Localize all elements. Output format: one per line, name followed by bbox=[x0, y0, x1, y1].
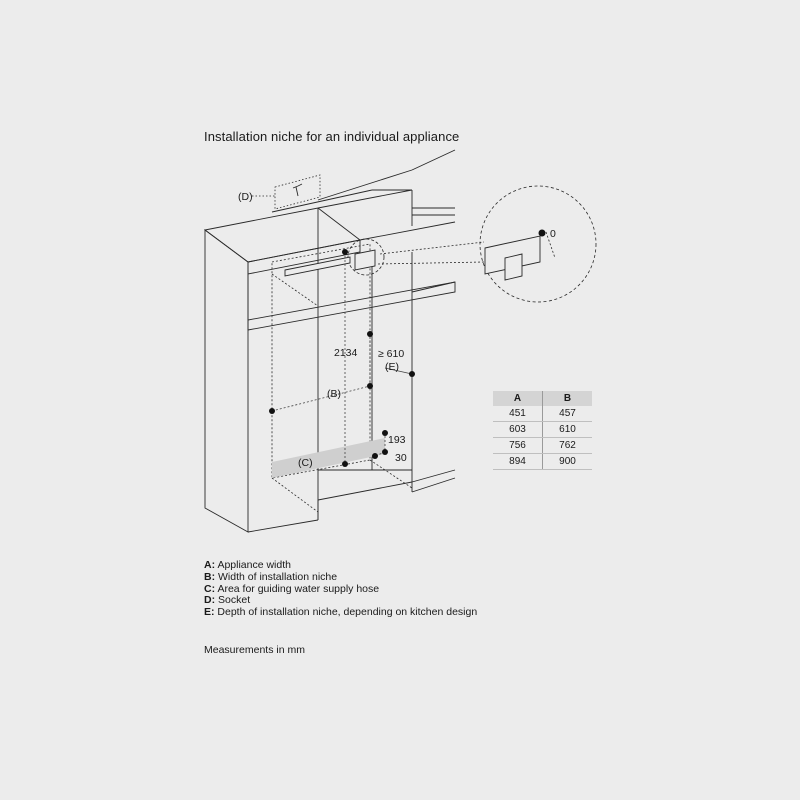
socket-symbol bbox=[293, 184, 302, 196]
table-cell: 610 bbox=[543, 422, 593, 438]
table-row bbox=[493, 438, 592, 454]
detail-point bbox=[539, 230, 546, 237]
callout-c: (C) bbox=[298, 457, 313, 469]
legend-item-a: A: Appliance width bbox=[204, 559, 291, 571]
page-title: Installation niche for an individual appliance bbox=[204, 129, 460, 144]
table-cell: 894 bbox=[493, 454, 543, 470]
table-row bbox=[493, 406, 592, 422]
callout-d: (D) bbox=[238, 191, 253, 203]
door-handle bbox=[285, 250, 375, 276]
table-cell: 756 bbox=[493, 438, 543, 454]
legend-item-b: B: Width of installation niche bbox=[204, 570, 338, 583]
table-row bbox=[493, 454, 592, 470]
hose-area bbox=[272, 438, 385, 478]
left-cabinet-side bbox=[205, 230, 248, 532]
legend bbox=[204, 560, 477, 619]
detail-zero-dimension: 0 bbox=[550, 228, 556, 240]
dimension-table bbox=[493, 391, 592, 470]
table-cell: 451 bbox=[493, 406, 543, 422]
dimension-lines bbox=[272, 252, 385, 464]
height-dimension: 2134 bbox=[334, 347, 358, 359]
detail-bracket bbox=[485, 236, 540, 280]
legend-item-c: C: Area for guiding water supply hose bbox=[204, 582, 380, 595]
table-cell: 762 bbox=[543, 438, 593, 454]
callout-e: (E) bbox=[385, 361, 399, 373]
left-cabinet-top bbox=[205, 208, 360, 262]
legend-item-e: E: Depth of installation niche, depending on kitchen design bbox=[204, 606, 478, 619]
legend-item-d: D: Socket bbox=[204, 594, 251, 607]
table-cell: 457 bbox=[543, 406, 593, 422]
measurement-note: Measurements in mm bbox=[204, 644, 305, 656]
table-row bbox=[493, 422, 592, 438]
hose-height-dimension: 193 bbox=[388, 434, 406, 446]
hose-offset-dimension: 30 bbox=[395, 452, 407, 464]
callout-b: (B) bbox=[327, 388, 341, 400]
depth-dimension: ≥ 610 bbox=[378, 348, 405, 360]
table-header-b: B bbox=[543, 391, 593, 406]
table-cell: 900 bbox=[543, 454, 593, 470]
table-header-a: A bbox=[493, 391, 543, 406]
table-cell: 603 bbox=[493, 422, 543, 438]
